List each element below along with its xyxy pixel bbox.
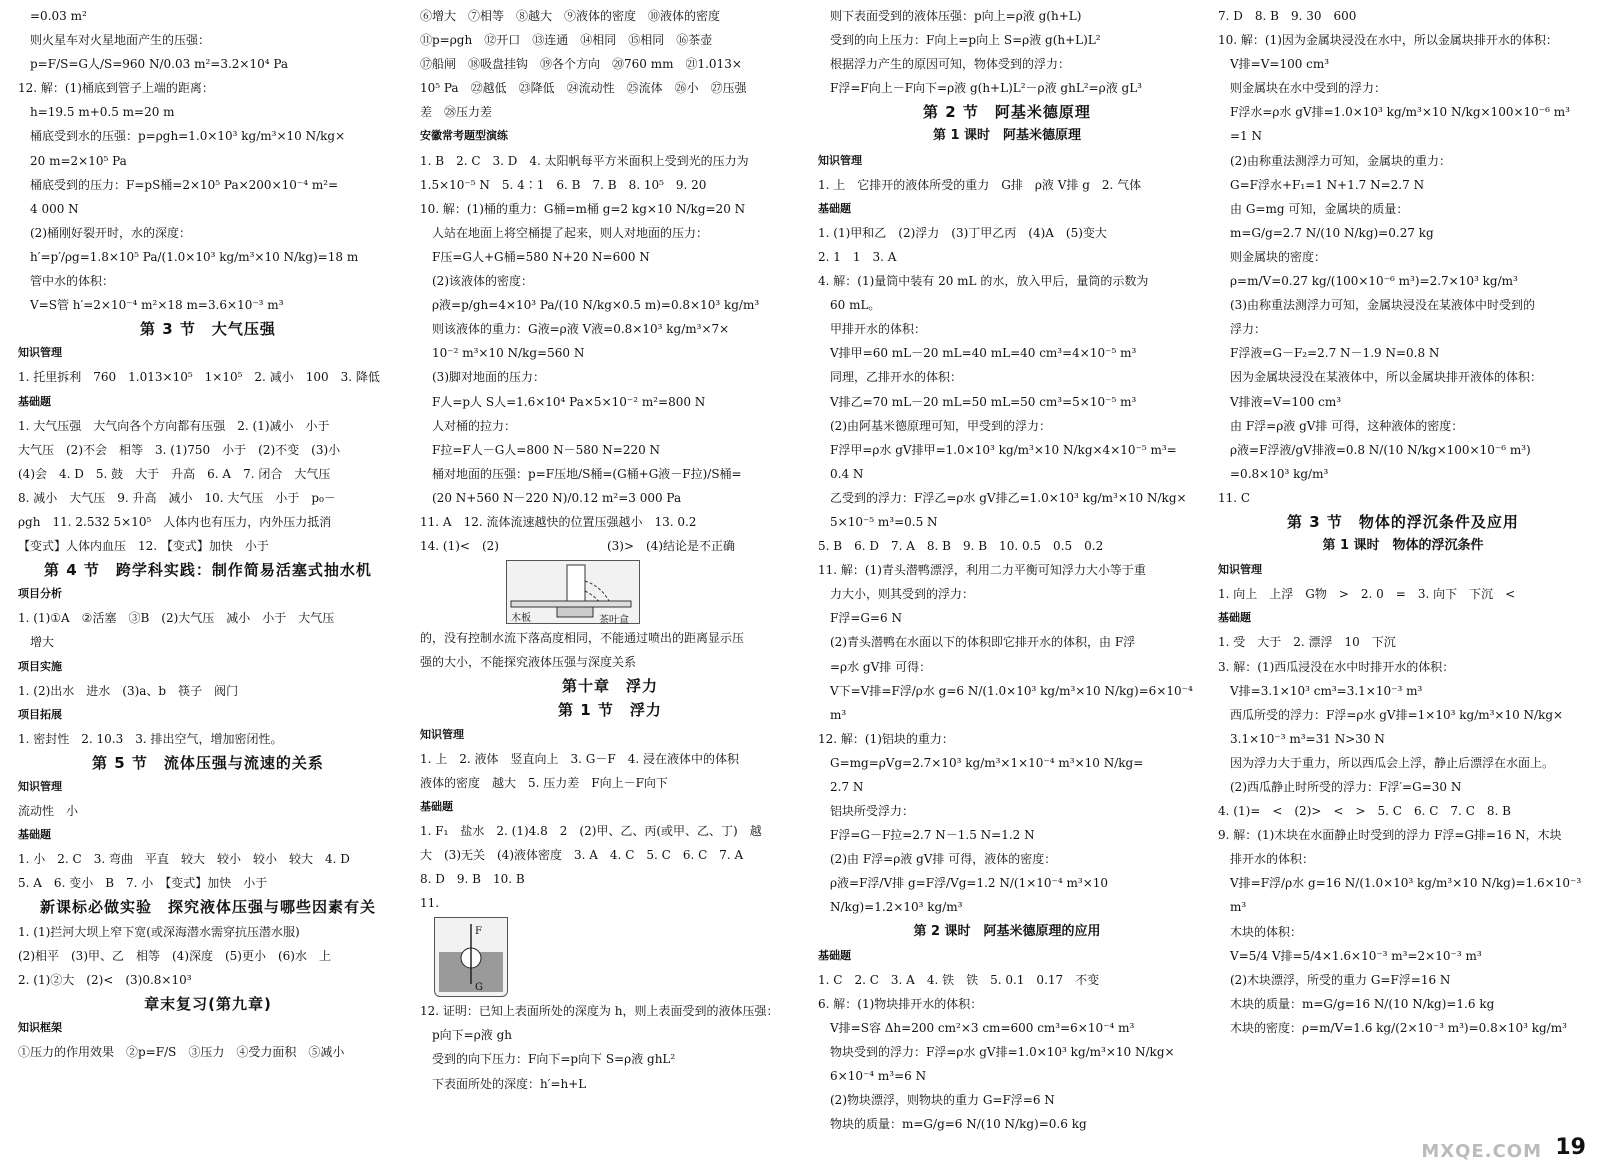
column-4 <box>1218 4 1588 1154</box>
figure-beaker-ball <box>434 917 508 997</box>
answer-line: 由 G=mg 可知，金属块的质量： <box>1230 201 1409 216</box>
answer-line: 1. 向上 上浮 G物 > 2. 0 = 3. 向下 下沉 < <box>1218 587 1516 602</box>
answer-line: 5×10⁻⁵ m³=0.5 N <box>830 514 938 529</box>
answer-line: 【变式】人体内血压 12. 【变式】加快 小于 <box>18 539 269 554</box>
answer-line: V=S管 h′=2×10⁻⁴ m²×18 m=3.6×10⁻³ m³ <box>30 298 284 313</box>
figure-label-box: 茶叶盒 <box>599 615 629 627</box>
answer-line: 4. (1)= < (2)> < > 5. C 6. C 7. C 8. B <box>1218 804 1511 819</box>
answer-line: ρgh 11. 2.532 5×10⁵ 人体内也有压力，内外压力抵消 <box>18 514 332 529</box>
answer-line: (2)由 F浮=ρ液 gV排 可得，液体的密度： <box>830 852 1057 867</box>
answer-line: 物块的质量：m=G/g=6 N/(10 N/kg)=0.6 kg <box>830 1117 1087 1132</box>
answer-line: 铝块所受浮力： <box>830 804 915 819</box>
subsection-label: 知识管理 <box>18 346 62 360</box>
answer-line: 则火星车对火星地面产生的压强： <box>30 33 211 48</box>
answer-line: 6×10⁻⁴ m³=6 N <box>830 1069 927 1084</box>
answer-line: (2)该液体的密度： <box>432 274 533 289</box>
subsection-label: 项目实施 <box>18 659 62 673</box>
answer-line: 10⁵ Pa ㉒越低 ㉓降低 ㉔流动性 ㉕流体 ㉖小 ㉗压强 <box>420 81 747 96</box>
answer-line: 同理，乙排开水的体积： <box>830 370 963 385</box>
answer-line: =1 N <box>1230 129 1263 144</box>
answer-line: 10⁻² m³×10 N/kg=560 N <box>432 346 585 361</box>
force-label-g: G <box>475 982 483 994</box>
answer-line: 60 mL。 <box>830 298 881 313</box>
answer-line: V排甲=60 mL－20 mL=40 mL=40 cm³=4×10⁻⁵ m³ <box>830 346 1137 361</box>
subsection-label: 项目拓展 <box>18 707 62 721</box>
subsection-label: 基础题 <box>818 948 851 962</box>
answer-line: 14. (1)< (2) (3)> (4)结论是不正确 <box>420 539 736 554</box>
answer-line: 3.1×10⁻³ m³=31 N>30 N <box>1230 731 1385 746</box>
section-heading: 第 1 课时 物体的浮沉条件 <box>1322 538 1484 554</box>
answer-line: 管中水的体积： <box>30 274 115 289</box>
answer-line: 桶底受到水的压强：p=ρgh=1.0×10³ kg/m³×10 N/kg× <box>30 129 346 144</box>
answer-line: 因为浮力大于重力，所以西瓜会上浮，静止后漂浮在水面上。 <box>1230 755 1555 770</box>
subsection-label: 基础题 <box>420 799 453 813</box>
subsection-label: 项目分析 <box>18 587 62 601</box>
section-heading: 新课标必做实验 探究液体压强与哪些因素有关 <box>39 898 376 917</box>
answer-line: 12. 解：(1)铝块的重力： <box>818 731 954 746</box>
answer-line: 木块的体积： <box>1230 924 1303 939</box>
section-heading: 章末复习(第九章) <box>144 994 272 1013</box>
answer-line: F浮=G=6 N <box>830 611 902 626</box>
answer-line: 则下表面受到的液体压强：p向上=ρ液 g(h+L) <box>830 9 1082 23</box>
answer-line: 增大 <box>30 635 55 650</box>
answer-line: 桶底受到的压力：F=pS桶=2×10⁵ Pa×200×10⁻⁴ m²= <box>30 177 339 192</box>
answer-line: (4)会 4. D 5. 鼓 大于 升高 6. A 7. 闭合 大气压 <box>18 466 331 481</box>
answer-line: F浮=G－F拉=2.7 N－1.5 N=1.2 N <box>830 828 1035 843</box>
section-heading: 第 4 节 跨学科实践：制作简易活塞式抽水机 <box>44 561 372 580</box>
section-heading: 第 5 节 流体压强与流速的关系 <box>92 753 324 772</box>
answer-line: (2)由称重法测浮力可知，金属块的重力： <box>1230 153 1451 168</box>
subsection-label: 安徽常考题型演练 <box>420 129 508 143</box>
answer-line: 由 F浮=ρ液 gV排 可得，这种液体的密度： <box>1230 418 1464 433</box>
answer-line: 2. 1 1 3. A <box>818 249 897 264</box>
section-heading: 第 3 节 物体的浮沉条件及应用 <box>1287 512 1519 531</box>
answer-line: 4 000 N <box>30 201 79 216</box>
answer-line: =ρ水 gV排 可得： <box>830 659 932 674</box>
answer-line: 1. (1)甲和乙 (2)浮力 (3)丁甲乙丙 (4)A (5)变大 <box>818 225 1107 240</box>
answer-line: 8. D 9. B 10. B <box>420 872 525 887</box>
answer-line: V排=S容 Δh=200 cm²×3 cm=600 cm³=6×10⁻⁴ m³ <box>830 1020 1135 1035</box>
column-3 <box>818 4 1196 1154</box>
answer-line: 5. A 6. 变小 B 7. 小 【变式】加快 小于 <box>18 876 268 891</box>
answer-line: 受到的向下压力：F向下=p向下 S=ρ液 ghL² <box>432 1052 676 1067</box>
subsection-label: 知识管理 <box>1218 563 1262 577</box>
answer-line: (2)西瓜静止时所受的浮力：F浮′=G=30 N <box>1230 780 1462 794</box>
answer-line: V排=3.1×10³ cm³=3.1×10⁻³ m³ <box>1230 683 1423 698</box>
subsection-label: 知识管理 <box>818 153 862 167</box>
answer-line: G=F浮水+F₁=1 N+1.7 N=2.7 N <box>1230 177 1425 192</box>
answer-line: V排乙=70 mL－20 mL=50 mL=50 cm³=5×10⁻⁵ m³ <box>830 394 1137 409</box>
answer-line: 11. <box>420 896 440 911</box>
answer-line: 木块的密度：ρ=m/V=1.6 kg/(2×10⁻³ m³)=0.8×10³ kg/m³ <box>1230 1020 1567 1035</box>
section-heading: 第 2 课时 阿基米德原理的应用 <box>913 923 1101 939</box>
section-heading: 第 2 节 阿基米德原理 <box>923 103 1091 122</box>
answer-line: 1. 小 2. C 3. 弯曲 平直 较大 较小 较小 较大 4. D <box>18 852 350 867</box>
subsection-label: 基础题 <box>1218 611 1251 625</box>
answer-line: 根据浮力产生的原因可知，物体受到的浮力： <box>830 57 1071 72</box>
answer-line: 1. 大气压强 大气向各个方向都有压强 2. (1)减小 小于 <box>18 418 330 433</box>
answer-line: 的，没有控制水流下落高度相同，不能通过喷出的距离显示压 <box>420 631 745 646</box>
answer-line: (2)木块漂浮，所受的重力 G=F浮=16 N <box>1230 972 1451 987</box>
answer-line: V排=V=100 cm³ <box>1230 57 1330 72</box>
answer-line: ρ液=p/gh=4×10³ Pa/(10 N/kg×0.5 m)=0.8×10³ kg/m³ <box>432 298 760 313</box>
answer-line: 11. C <box>1218 490 1251 505</box>
answer-line: 1. (1)拦河大坝上窄下宽(或深海潜水需穿抗压潜水服) <box>18 924 300 939</box>
beaker-ball-illustration <box>435 918 507 996</box>
answer-line: 8. 减小 大气压 9. 升高 减小 10. 大气压 小于 p₀－ <box>18 490 336 505</box>
force-label-f: F <box>475 926 482 938</box>
answer-line: (2)桶刚好裂开时，水的深度： <box>30 225 191 240</box>
answer-line: ①压力的作用效果 ②p=F/S ③压力 ④受力面积 ⑤减小 <box>18 1045 345 1060</box>
answer-line: 下表面所处的深度：h′=h+L <box>432 1076 587 1091</box>
answer-line: =0.03 m² <box>30 9 87 23</box>
answer-line: (2)物块漂浮，则物块的重力 G=F浮=6 N <box>830 1093 1055 1108</box>
answer-line: 6. 解：(1)物块排开水的体积： <box>818 996 983 1011</box>
answer-line: 1. C 2. C 3. A 4. 铁 铁 5. 0.1 0.17 不变 <box>818 972 1100 987</box>
answer-line: 人站在地面上将空桶提了起来，则人对地面的压力： <box>432 225 709 240</box>
column-1 <box>18 4 398 1154</box>
answer-line: 桶对地面的压强：p=F压地/S桶=(G桶+G液－F拉)/S桶= <box>432 466 742 481</box>
answer-line: F人=p人 S人=1.6×10⁴ Pa×5×10⁻² m²=800 N <box>432 394 706 409</box>
answer-line: 2. (1)②大 (2)< (3)0.8×10³ <box>18 972 192 987</box>
answer-line: V=5/4 V排=5/4×1.6×10⁻³ m³=2×10⁻³ m³ <box>1230 948 1482 963</box>
answer-line: ⑥增大 ⑦相等 ⑧越大 ⑨液体的密度 ⑩液体的密度 <box>420 9 721 23</box>
answer-line: 木块的质量：m=G/g=16 N/(10 N/kg)=1.6 kg <box>1230 996 1495 1011</box>
answer-line: F压=G人+G桶=580 N+20 N=600 N <box>432 249 650 264</box>
answer-line: 20 m=2×10⁵ Pa <box>30 153 127 168</box>
answer-line: (2)相平 (3)甲、乙 相等 (4)深度 (5)更小 (6)水 上 <box>18 948 331 963</box>
answer-line: 西瓜所受的浮力：F浮=ρ水 gV排=1×10³ kg/m³×10 N/kg× <box>1230 707 1564 722</box>
answer-line: 9. 解：(1)木块在水面静止时受到的浮力 F浮=G排=16 N，木块 <box>1218 828 1562 843</box>
answer-line: 受到的向上压力：F向上=p向上 S=ρ液 g(h+L)L² <box>830 33 1101 48</box>
answer-line: F浮液=G－F₂=2.7 N－1.9 N=0.8 N <box>1230 346 1440 361</box>
answer-line: 乙受到的浮力：F浮乙=ρ水 gV排乙=1.0×10³ kg/m³×10 N/kg× <box>830 490 1187 505</box>
answer-line: 则金属块的密度： <box>1230 249 1327 264</box>
answer-line: =0.8×10³ kg/m³ <box>1230 466 1329 481</box>
answer-line: 5. B 6. D 7. A 8. B 9. B 10. 0.5 0.5 0.2 <box>818 539 1104 554</box>
answer-line: 1. 上 它排开的液体所受的重力 G排 ρ液 V排 g 2. 气体 <box>818 177 1142 192</box>
answer-line: 强的大小，不能探究液体压强与深度关系 <box>420 655 637 670</box>
answer-line: 流动性 小 <box>18 804 79 819</box>
answer-line: ⑰船闸 ⑱吸盘挂钩 ⑲各个方向 ⑳760 mm ㉑1.013× <box>420 57 742 72</box>
answer-line: 12. 证明：已知上表面所处的深度为 h，则上表面受到的液体压强： <box>420 1004 779 1019</box>
answer-line: p=F/S=G人/S=960 N/0.03 m²=3.2×10⁴ Pa <box>30 57 289 72</box>
answer-line: V下=V排=F浮/ρ水 g=6 N/(1.0×10³ kg/m³×10 N/kg)=6×10⁻⁴ m³ <box>830 683 1197 722</box>
answer-line: 1. B 2. C 3. D 4. 太阳帆每平方米面积上受到光的压力为 <box>420 153 749 168</box>
answer-line: 2.7 N <box>830 780 864 794</box>
section-heading: 第 1 课时 阿基米德原理 <box>932 128 1082 144</box>
answer-line: 0.4 N <box>830 466 864 481</box>
answer-line: (3)由称重法测浮力可知，金属块浸没在某液体中时受到的 <box>1230 298 1536 313</box>
answer-line: 10. 解：(1)桶的重力：G桶=m桶 g=2 kg×10 N/kg=20 N <box>420 201 746 216</box>
answer-line: F浮水=ρ水 gV排=1.0×10³ kg/m³×10 N/kg×100×10⁻⁶ m³ <box>1230 105 1570 120</box>
answer-line: 1. 托里拆利 760 1.013×10⁵ 1×10⁵ 2. 减小 100 3. 降低 <box>18 370 380 385</box>
answer-line: (20 N+560 N－220 N)/0.12 m²=3 000 Pa <box>432 490 682 505</box>
answer-line: 物块受到的浮力：F浮=ρ水 gV排=1.0×10³ kg/m³×10 N/kg× <box>830 1045 1175 1060</box>
subsection-label: 知识管理 <box>18 780 62 793</box>
answer-line: ρ液=F浮液/gV排液=0.8 N/(10 N/kg×100×10⁻⁶ m³) <box>1230 442 1531 457</box>
answer-line: 11. 解：(1)青头潜鸭漂浮，利用二力平衡可知浮力大小等于重 <box>818 563 1146 578</box>
figure-plate-box <box>506 560 640 627</box>
answer-line: F浮=F向上－F向下=ρ液 g(h+L)L²－ρ液 ghL²=ρ液 gL³ <box>830 81 1142 96</box>
answer-line: 1.5×10⁻⁵ N 5. 4∶1 6. B 7. B 8. 10⁵ 9. 20 <box>420 177 707 192</box>
page-number: 19 <box>1555 1135 1586 1160</box>
watermark: MXQE.COM <box>1421 1141 1542 1162</box>
answer-line: 力大小，则其受到的浮力： <box>830 587 975 602</box>
answer-line: 1. (1)①A ②活塞 ③B (2)大气压 减小 小于 大气压 <box>18 611 335 626</box>
section-heading: 第 1 节 浮力 <box>558 701 662 720</box>
answer-line: 甲排开水的体积： <box>830 322 927 337</box>
answer-line: h′=p′/ρg=1.8×10⁵ Pa/(1.0×10³ kg/m³×10 N/kg)=18 m <box>30 249 359 264</box>
answer-line: 12. 解：(1)桶底到管子上端的距离： <box>18 81 214 96</box>
answer-line: F拉=F人－G人=800 N－580 N=220 N <box>432 442 661 457</box>
subsection-label: 基础题 <box>18 394 51 408</box>
answer-line: 液体的密度 越大 5. 压力差 F向上－F向下 <box>420 775 668 790</box>
figure-label-plate: 木板 <box>511 613 531 625</box>
answer-line: 人对桶的拉力： <box>432 418 517 433</box>
answer-line: G=mg=ρVg=2.7×10³ kg/m³×1×10⁻⁴ m³×10 N/kg= <box>830 755 1144 770</box>
answer-line: 大 (3)无关 (4)液体密度 3. A 4. C 5. C 6. C 7. A <box>420 848 744 862</box>
answer-line: 7. D 8. B 9. 30 600 <box>1218 9 1357 23</box>
answer-line: 排开水的体积： <box>1230 852 1315 867</box>
answer-line: V排=F浮/ρ水 g=16 N/(1.0×10³ kg/m³×10 N/kg)=1.6×10⁻³ m³ <box>1230 876 1585 915</box>
answer-line: F浮甲=ρ水 gV排甲=1.0×10³ kg/m³×10 N/kg×4×10⁻⁵ m³= <box>830 442 1177 457</box>
answer-line: (2)青头潜鸭在水面以下的体积即它排开水的体积，由 F浮 <box>830 635 1136 650</box>
answer-line: 大气压 (2)不会 相等 3. (1)750 小于 (2)不变 (3)小 <box>18 442 341 457</box>
section-heading: 第十章 浮力 <box>561 677 658 696</box>
answer-line: 4. 解：(1)量筒中装有 20 mL 的水，放入甲后，量筒的示数为 <box>818 274 1149 289</box>
section-heading: 第 3 节 大气压强 <box>140 320 276 339</box>
subsection-label: 基础题 <box>18 828 51 842</box>
column-2 <box>420 4 800 1154</box>
answer-line: 浮力： <box>1230 322 1267 337</box>
answer-line: (2)由阿基米德原理可知，甲受到的浮力： <box>830 418 1051 433</box>
answer-line: m=G/g=2.7 N/(10 N/kg)=0.27 kg <box>1230 225 1434 240</box>
answer-line: 1. 受 大于 2. 漂浮 10 下沉 <box>1218 635 1396 650</box>
subsection-label: 知识框架 <box>18 1020 62 1034</box>
answer-line: V排液=V=100 cm³ <box>1230 394 1342 409</box>
answer-line: 差 ㉘压力差 <box>420 105 493 120</box>
answer-line: ρ液=F浮/V排 g=F浮/Vg=1.2 N/(1×10⁻⁴ m³×10 N/kg)=1.2×10³ kg/m³ <box>830 876 1112 915</box>
answer-line: 因为金属块浸没在某液体中，所以金属块排开液体的体积： <box>1230 370 1543 385</box>
subsection-label: 知识管理 <box>420 727 464 741</box>
answer-line: 则金属块在水中受到的浮力： <box>1230 81 1387 96</box>
answer-line: 1. (2)出水 进水 (3)a、b 筷子 阀门 <box>18 683 239 698</box>
answer-line: p向下=ρ液 gh <box>432 1028 513 1043</box>
answer-line: 1. 上 2. 液体 竖直向上 3. G－F 4. 浸在液体中的体积 <box>420 751 739 766</box>
answer-line: (3)脚对地面的压力： <box>432 370 545 385</box>
answer-line: ⑪p=ρgh ⑫开口 ⑬连通 ⑭相同 ⑮相同 ⑯茶壶 <box>420 33 713 48</box>
answer-line: 10. 解：(1)因为金属块浸没在水中，所以金属块排开水的体积： <box>1218 33 1558 48</box>
subsection-label: 基础题 <box>818 201 851 215</box>
answer-line: 3. 解：(1)西瓜浸没在水中时排开水的体积： <box>1218 659 1455 674</box>
answer-line: 1. 密封性 2. 10.3 3. 排出空气，增加密闭性。 <box>18 731 283 746</box>
answer-line: 则该液体的重力：G液=ρ液 V液=0.8×10³ kg/m³×7× <box>432 322 730 337</box>
answer-line: 11. A 12. 流体流速越快的位置压强越小 13. 0.2 <box>420 514 697 529</box>
answer-line: 1. F₁ 盐水 2. (1)4.8 2 (2)甲、乙、丙(或甲、乙、丁) 越 <box>420 823 762 838</box>
answer-line: h=19.5 m+0.5 m=20 m <box>30 105 175 120</box>
answer-line: ρ=m/V=0.27 kg/(100×10⁻⁶ m³)=2.7×10³ kg/m³ <box>1230 274 1518 289</box>
